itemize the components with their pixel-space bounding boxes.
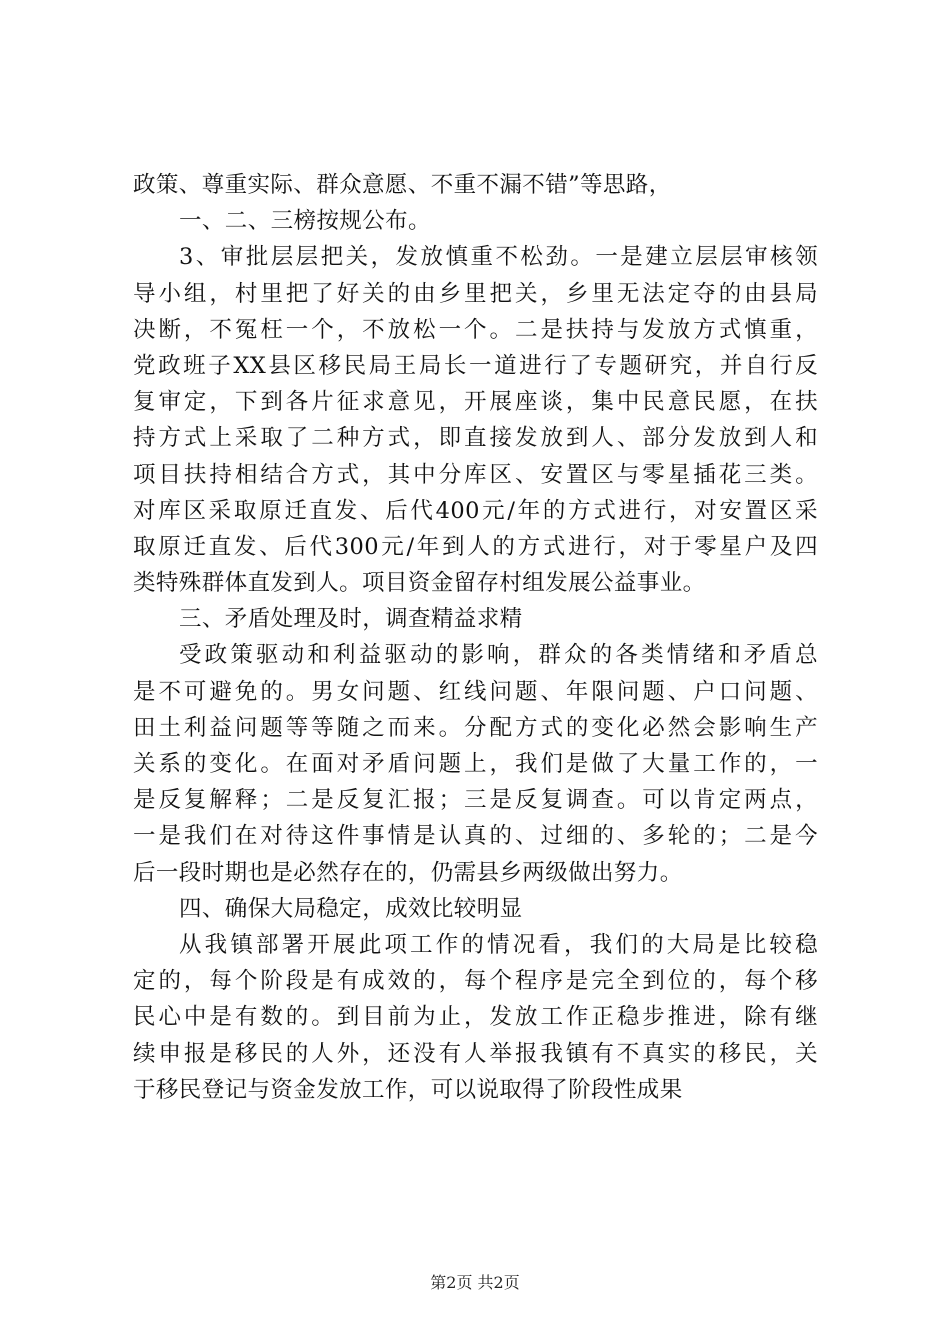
text-line: 复审定，下到各片征求意见，开展座谈，集中民意民愿，在扶 (133, 389, 818, 416)
document-body (133, 167, 818, 1108)
text-line: 从我镇部署开展此项工作的情况看，我们的大局是比较稳 (179, 931, 818, 958)
text-line: 于移民登记与资金发放工作，可以说取得了阶段性成果 (133, 1076, 683, 1103)
text-line: 后一段时期也是必然存在的，仍需县乡两级做出努力。 (133, 859, 683, 886)
text-line: 一是我们在对待这件事情是认真的、过细的、多轮的；二是今 (133, 823, 818, 850)
text-line: 导小组，村里把了好关的由乡里把关，乡里无法定夺的由县局 (133, 280, 818, 307)
page-number-footer: 第2页 共2页 (430, 1273, 520, 1292)
section-heading: 三、矛盾处理及时，调查精益求精 (179, 606, 523, 633)
text-line: 取原迁直发、后代300元/年到人的方式进行，对于零星户及四 (133, 533, 818, 560)
text-line: 政策、尊重实际、群众意愿、不重不漏不错”等思路， (133, 172, 672, 198)
text-line: 持方式上采取了二种方式，即直接发放到人、部分发放到人和 (133, 425, 818, 452)
text-line: 田土利益问题等等随之而来。分配方式的变化必然会影响生产 (133, 714, 818, 741)
text-line: 对库区采取原迁直发、后代400元/年的方式进行，对安置区采 (133, 497, 818, 524)
section-heading: 四、确保大局稳定，成效比较明显 (179, 895, 523, 922)
text-line: 民心中是有数的。到目前为止，发放工作正稳步推进，除有继 (133, 1004, 818, 1031)
text-line: 续申报是移民的人外，还没有人举报我镇有不真实的移民，关 (133, 1040, 818, 1067)
text-line: 类特殊群体直发到人。项目资金留存村组发展公益事业。 (133, 570, 706, 597)
text-line: 项目扶持相结合方式，其中分库区、安置区与零星插花三类。 (133, 461, 818, 488)
text-line: 是反复解释；二是反复汇报；三是反复调查。可以肯定两点， (133, 787, 818, 814)
text-line: 是不可避免的。男女问题、红线问题、年限问题、户口问题、 (133, 678, 818, 705)
text-line: 关系的变化。在面对矛盾问题上，我们是做了大量工作的，一 (133, 751, 818, 777)
text-line: 定的，每个阶段是有成效的，每个程序是完全到位的，每个移 (133, 968, 818, 995)
text-line: 3、审批层层把关，发放慎重不松劲。一是建立层层审核领 (179, 244, 818, 271)
text-line: 一、二、三榜按规公布。 (179, 208, 431, 235)
text-line: 党政班子XX县区移民局王局长一道进行了专题研究，并自行反 (133, 352, 818, 379)
text-line: 决断，不冤枉一个，不放松一个。二是扶持与发放方式慎重， (133, 316, 818, 343)
text-line: 受政策驱动和利益驱动的影响，群众的各类情绪和矛盾总 (179, 642, 818, 669)
